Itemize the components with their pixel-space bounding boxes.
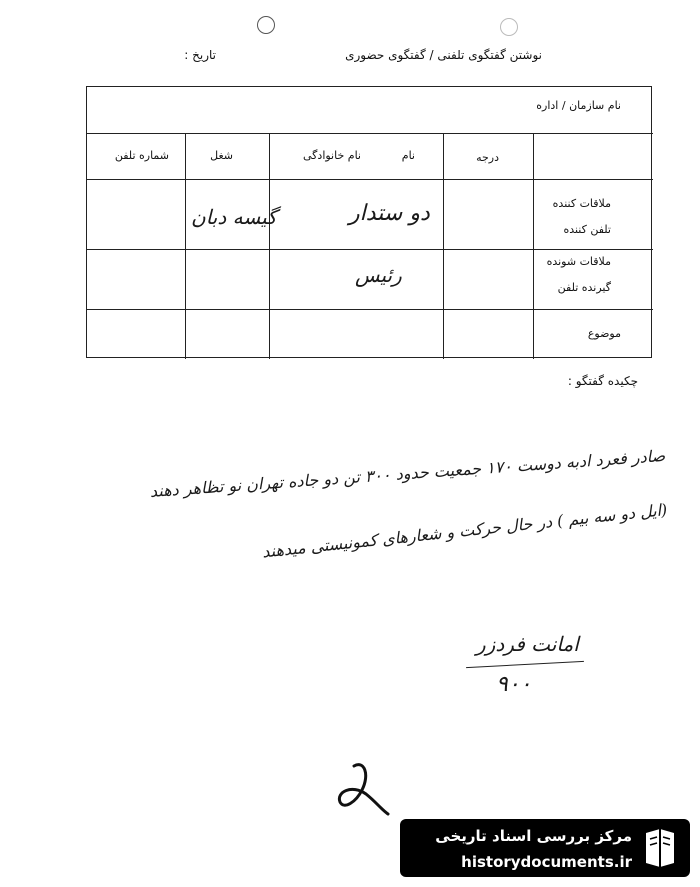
column-first-name: نام — [401, 149, 415, 162]
signature-underline — [466, 661, 584, 668]
form-type-title: نوشتن گفتگوی تلفنی / گفتگوی حضوری — [345, 48, 542, 62]
summary-label: چکیده گفتگو : — [567, 374, 638, 388]
column-degree: درجه — [476, 151, 499, 164]
open-book-icon — [640, 827, 680, 869]
signature-number: ۹۰۰ — [496, 672, 532, 697]
handwritten-line-1: صادر فعرد ادبه دوست ۱۷۰ جمعیت حدود ۳۰۰ تن دو جاده تهران نو تظاهر دهند — [148, 446, 666, 501]
row2-name-handwritten: رئیس — [355, 263, 402, 287]
handwritten-mark — [330, 758, 400, 822]
row-visited-label: ملاقات شونده — [546, 255, 611, 268]
column-phone: شماره تلفن — [114, 149, 169, 162]
punch-hole-right — [500, 18, 518, 36]
row1-name-handwritten: دو ستدار — [349, 201, 430, 226]
column-family-name: نام خانوادگی — [303, 149, 361, 162]
row-caller-label: تلفن کننده — [563, 223, 611, 236]
row1-occupation-handwritten: گیسه دبان — [191, 205, 277, 229]
date-label: تاریخ : — [184, 48, 216, 62]
row-visitor-label: ملاقات کننده — [552, 197, 611, 210]
organization-label: نام سازمان / اداره — [536, 99, 621, 112]
punch-hole-left — [257, 16, 275, 34]
conversation-form — [86, 86, 652, 358]
archive-org-name: مرکز بررسی اسناد تاریخی — [435, 827, 632, 845]
row-receiver-label: گیرنده تلفن — [557, 281, 611, 294]
handwritten-line-2: (ایل دو سه بیم ) در حال حرکت و شعارهای کمونیستی میدهند — [261, 500, 668, 562]
subject-label: موضوع — [587, 327, 621, 340]
column-occupation: شغل — [210, 149, 233, 162]
archive-url: historydocuments.ir — [461, 853, 632, 871]
signature-name: امانت فردزر — [476, 632, 579, 656]
